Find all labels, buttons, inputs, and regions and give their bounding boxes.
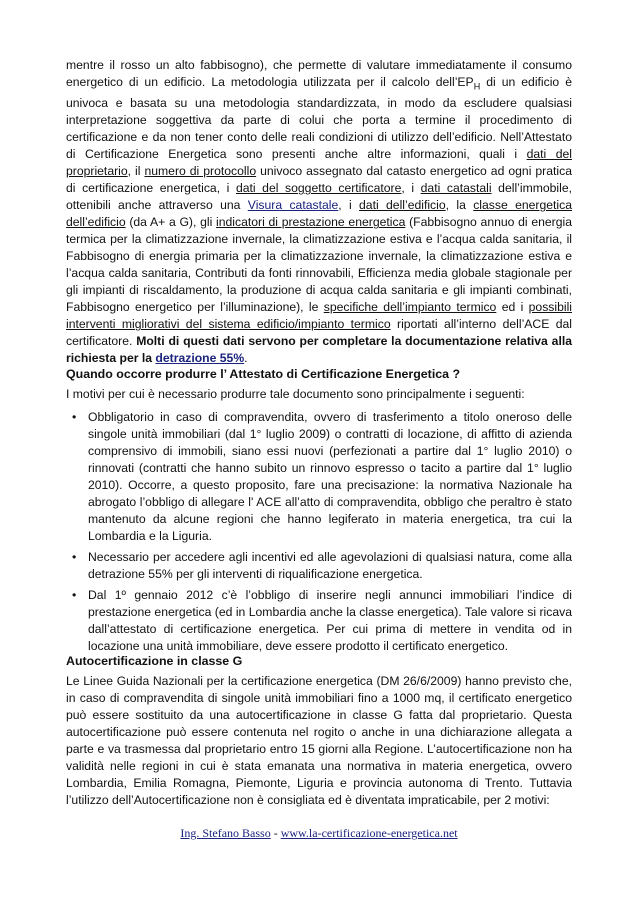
paragraph-autocertificazione: Le Linee Guida Nazionali per la certificazione energetica (DM 26/6/2009) hanno previsto che, in caso di compravendita di singole unità immobiliari fino a 1000 mq, il certificato energetico può essere sostituito da una autocertificazione in classe G fatta dal proprietario. Questa autocertificazione può essere contenuta nel rogito o anche in una dichiarazione allegata a parte e va trasmessa dal proprietario entro 15 giorni alla Regione. L’autocertificazione non ha validità nelle regioni in cui è stata emanata una normativa in materia energetica, ovvero Lombardia, Emilia Romagna, Piemonte, Liguria e provincia autonoma di Trento. Tuttavia l’utilizzo dell’Autocertificazione non è consigliata ed è diventata impraticabile, per 2 motivi: — [66, 674, 572, 807]
text-segment: univoco assegnato dal catasto energetico ad ogni pratica di certificazione energetica, i — [66, 164, 572, 196]
text-segment: (da A+ a G), gli — [125, 215, 217, 230]
text-segment: dell’immobile, ottenibili anche attraverso una — [66, 181, 573, 213]
term-indicatori-prestazione: indicatori di prestazione energetica — [216, 215, 406, 230]
bullet-icon: • — [72, 588, 77, 602]
bullet-icon: • — [72, 410, 77, 424]
list-item — [66, 549, 572, 583]
footer-separator: - — [270, 826, 281, 840]
text-segment: , il — [127, 164, 145, 179]
term-dati-proprietario: dati del proprietario — [66, 147, 572, 179]
intro-motivi: I motivi per cui è necessario produrre tale documento sono principalmente i seguenti: — [66, 387, 525, 401]
list-item-text: Dal 1º gennaio 2012 c’è l’obbligo di inserire negli annunci immobiliari l’indice di prestazione energetica (ed in Lombardia anche la classe energetica). Tale valore si ricava dall’attestato di certificazione energetica. Per cui prima di mettere in vendita od in locazione una unità immobiliare, deve essere prodotto il certificato energetico. — [88, 588, 572, 653]
subscript-h: H — [473, 81, 481, 92]
term-soggetto-certificatore: dati del soggetto certificatore — [235, 181, 402, 196]
term-interventi-migliorativi: possibili interventi migliorativi del sistema edificio/impianto termico — [66, 300, 572, 332]
link-detrazione-55[interactable]: detrazione 55% — [155, 351, 245, 366]
text-segment: mentre il rosso un alto fabbisogno), che permette di valutare immediatamente il consumo energetico di un edificio. La metodologia utilizzata per il calcolo dell’EP — [66, 58, 572, 89]
heading-autocertificazione: Autocertificazione in classe G — [66, 654, 243, 668]
term-dati-catastali: dati catastali — [420, 181, 492, 196]
term-dati-edificio: dati dell’edificio — [359, 198, 446, 213]
list-item — [66, 409, 572, 545]
list-item-text: Obbligatorio in caso di compravendita, ovvero di trasferimento a titolo oneroso delle singole unità immobiliari (dal 1° luglio 2009) o contratti di locazione, di affitto di azienda comprensivo di immobili, siano essi nuovi (perfezionati a partire dal 1° luglio 2010) o rinnovati (contratti che hanno subito un rinnovo espresso o tacito a partire dal 1° luglio 2010). Occorre, a questo proposito, fare una precisazione: la normativa Nazionale ha abrogato l’obbligo di allegare l' ACE all’atto di compravendita, obbligo che peraltro è stato mantenuto da alcune regioni che hanno legiferato in materia energetica, tra cui la Lombardia e la Liguria. — [88, 410, 572, 543]
list-item-text: Necessario per accedere agli incentivi ed alle agevolazioni di qualsiasi natura, come alla detrazione 55% per gli interventi di riqualificazione energetica. — [88, 550, 572, 581]
term-specifiche-impianto: specifiche dell’impianto termico — [323, 300, 497, 315]
text-segment: di un edificio è univoca e basata su una metodologia standardizzata, in modo da escludere qualsiasi interpretazione soggettiva da parte di colui che porta a termine il procedimento di certificazione e da non tener conto delle reali condizioni di utilizzo dell’edificio. Nell’Attestato di Certificazione Energetica sono presenti anche altre informazioni, quali i — [66, 75, 572, 162]
footer-site-link[interactable]: www.la-certificazione-energetica.net — [280, 826, 458, 840]
text-segment: , i — [401, 181, 421, 196]
paragraph-ace-contents — [66, 57, 572, 367]
term-numero-protocollo: numero di protocollo — [144, 164, 257, 179]
list-item — [66, 587, 572, 655]
text-segment: riportati all’interno dell’ACE dal certificatore. — [66, 317, 573, 349]
term-classe-energetica: classe energetica dell’edificio — [66, 198, 572, 230]
bullet-icon: • — [72, 550, 77, 564]
bold-note: Molti di questi dati servono per completare la documentazione relativa alla richiesta per la — [66, 334, 572, 366]
text-segment: . — [244, 351, 248, 366]
footer-author-link[interactable]: Ing. Stefano Basso — [180, 826, 271, 840]
heading-quando-occorre: Quando occorre produrre l’ Attestato di Certificazione Energetica ? — [66, 367, 461, 381]
text-segment: , la — [445, 198, 474, 213]
text-segment: ed i — [496, 300, 529, 315]
reasons-list — [66, 409, 572, 659]
link-visura-catastale[interactable]: Visura catastale — [247, 198, 339, 213]
page-footer — [0, 826, 638, 841]
text-segment: (Fabbisogno annuo di energia termica per la climatizzazione invernale, la climatizzazione estiva e l’acqua calda sanitaria, il Fabbisogno di energia primaria per la climatizzazione invernale, la climatizzazione estiva e l’acqua calda sanitaria, Contributi da fonti rinnovabili, Efficienza media globale stagionale per gli impianti di riscaldamento, la produzione di acqua calda sanitaria e gli impianti combinati, Fabbisogno energetico per l’illuminazione), le — [66, 215, 573, 315]
text-segment: , i — [338, 198, 360, 213]
